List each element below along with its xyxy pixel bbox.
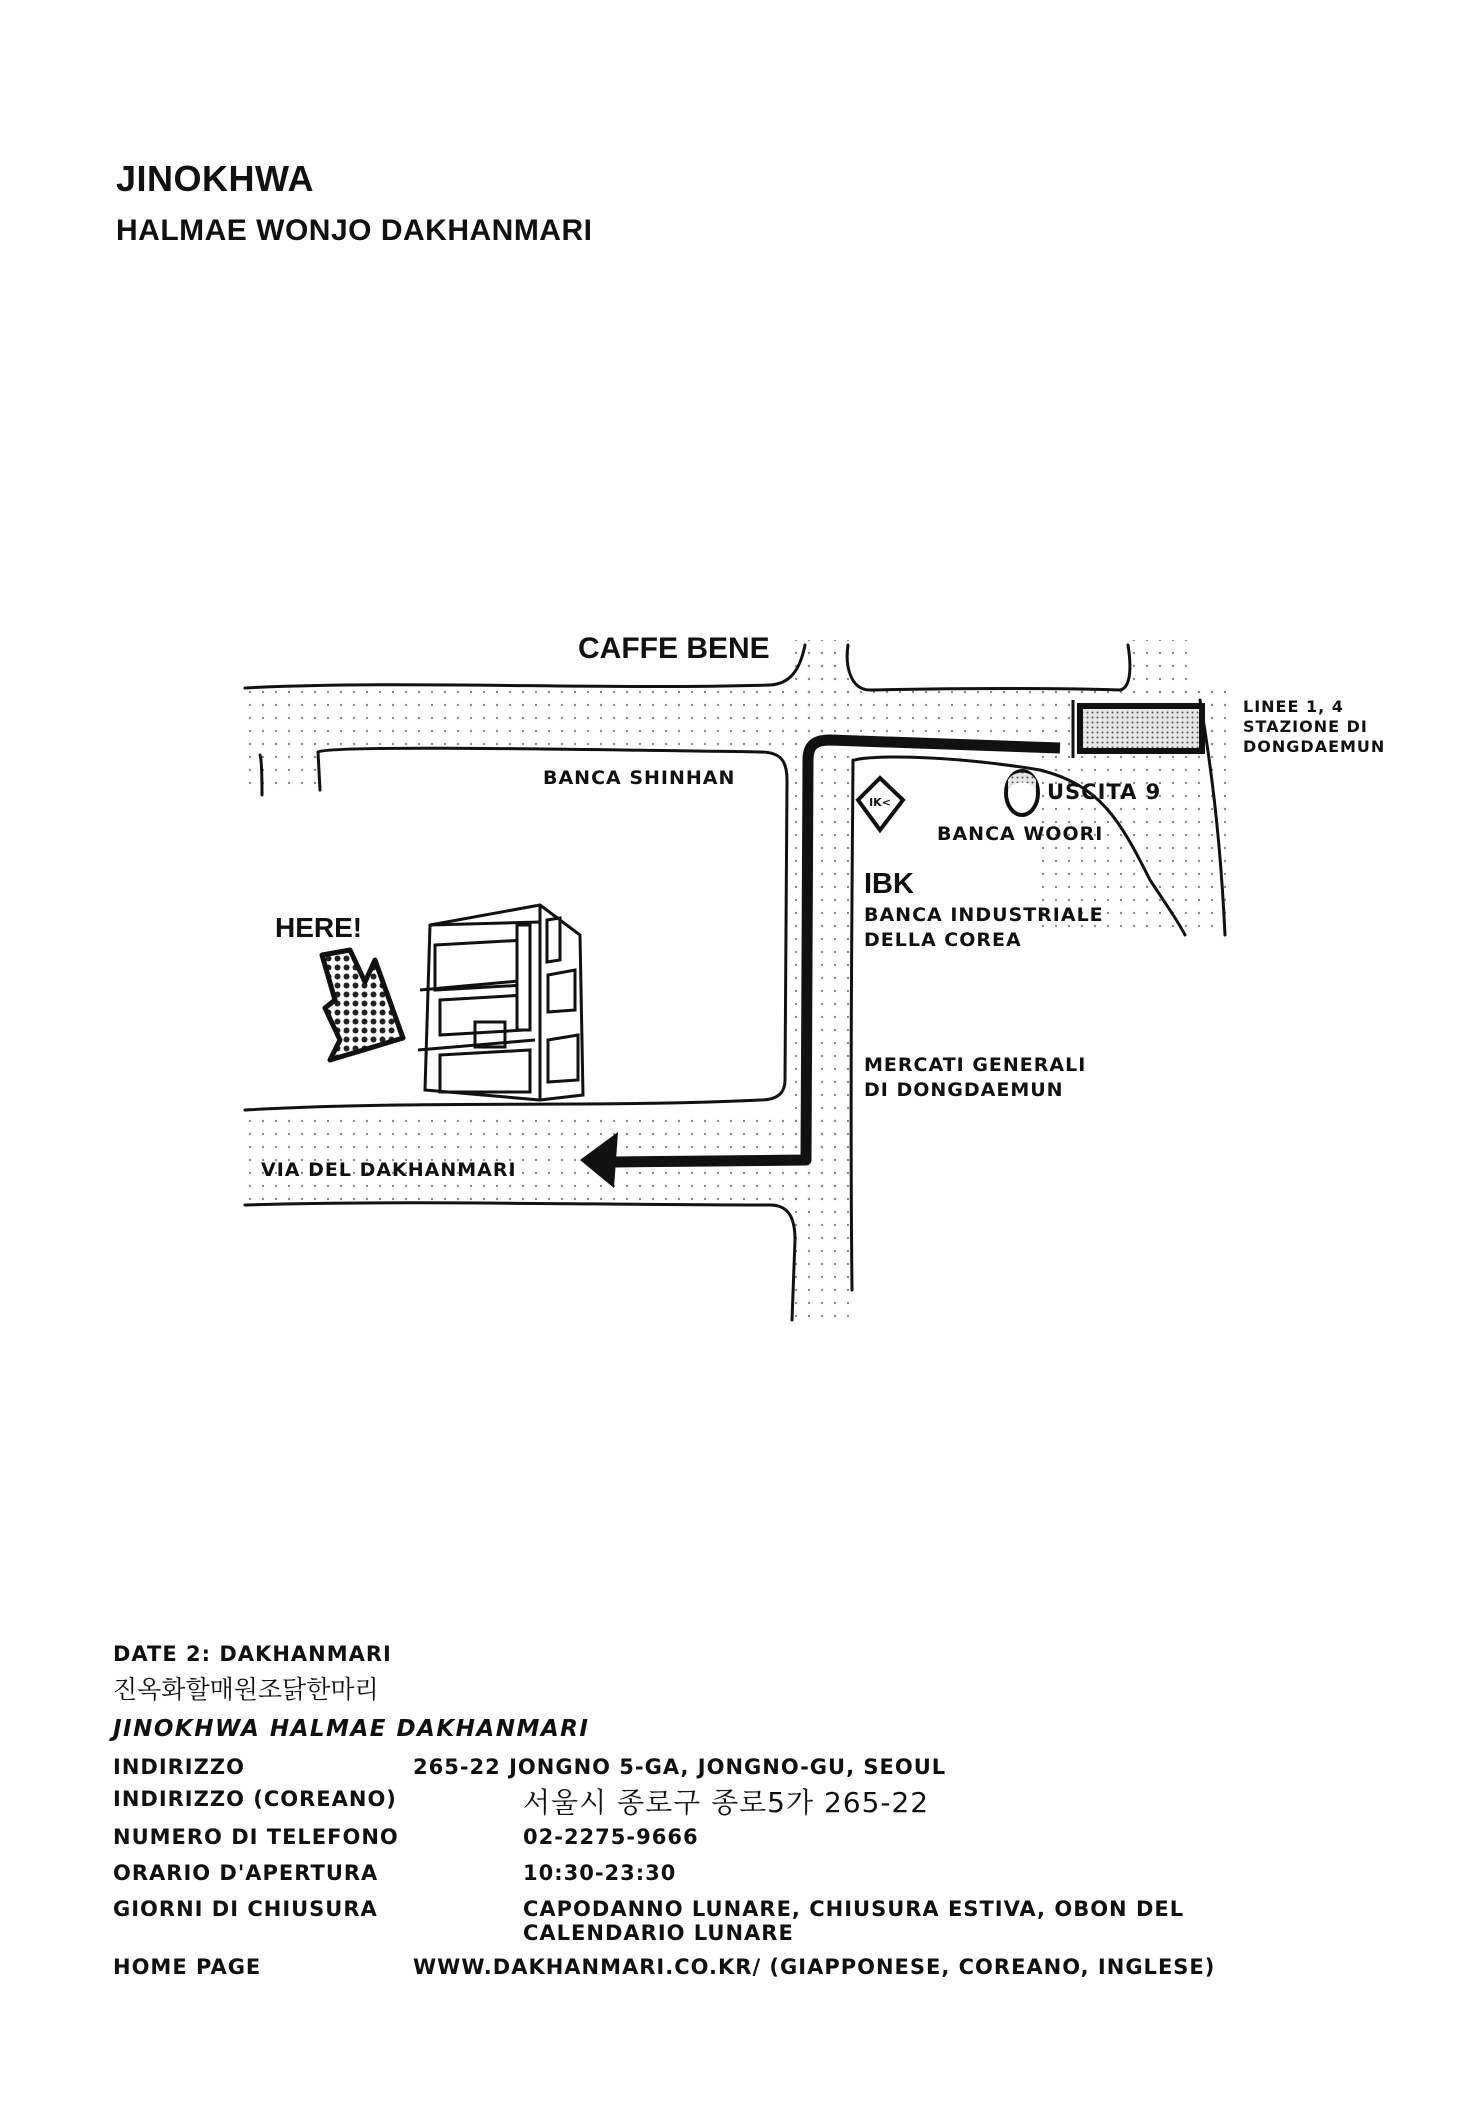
info-table: INDIRIZZO 265-22 JONGNO 5-GA, JONGNO-GU, SEOUL INDIRIZZO (COREANO) 서울시 종로구 종로5가 265-22 NUMERO DI TELEFONO 02-2275-9666 ORARIO D'APERTURA 10:30-23:30 GIORNI DI CHIUSURA CAPODANNO LUNARE, CHIUSURA ESTIVA, OBON DEL CALENDARIO LUNARE HOME PAGE WWW.DAKHANMARI.CO.KR/ (GIAPPONESE, COREANO, INGLESE)	[113, 1755, 1216, 1979]
restaurant-info	[113, 1642, 1363, 1742]
label-ibk-full: BANCA INDUSTRIALE DELLA COREA	[864, 904, 1104, 951]
subway-station-icon	[1073, 700, 1202, 758]
page-subtitle: HALMAE WONJO DAKHANMARI	[116, 214, 593, 247]
subway-exit-icon	[1006, 771, 1038, 815]
korean-name: 진옥화할매원조닭한마리	[113, 1675, 379, 1704]
label-banca-shinhan: BANCA SHINHAN	[543, 767, 736, 789]
label-ibk: IBK	[864, 868, 914, 900]
svg-text:IK<: IK<	[869, 796, 891, 809]
label-market: MERCATI GENERALI DI DONGDAEMUN	[864, 1054, 1087, 1101]
here-arrow-icon	[322, 950, 403, 1060]
date-line: DATE 2: DAKHANMARI	[113, 1642, 392, 1666]
restaurant-name: JINOKHWA HALMAE DAKHANMARI	[113, 1716, 590, 1742]
label-caffe-bene: CAFFE BENE	[578, 632, 770, 665]
ibk-logo-icon	[858, 778, 903, 830]
label-exit-9: USCITA 9	[1047, 780, 1162, 804]
page-title: JINOKHWA	[116, 158, 315, 199]
label-station: LINEE 1, 4 STAZIONE DI DONGDAEMUN	[1243, 697, 1386, 756]
label-here: HERE!	[275, 912, 363, 943]
label-street: VIA DEL DAKHANMARI	[261, 1159, 517, 1181]
restaurant-building-icon	[418, 905, 583, 1100]
homepage-link[interactable]: WWW.DAKHANMARI.CO.KR/ (GIAPPONESE, COREANO, INGLESE)	[413, 1955, 1216, 1979]
label-banca-woori: BANCA WOORI	[937, 823, 1104, 845]
